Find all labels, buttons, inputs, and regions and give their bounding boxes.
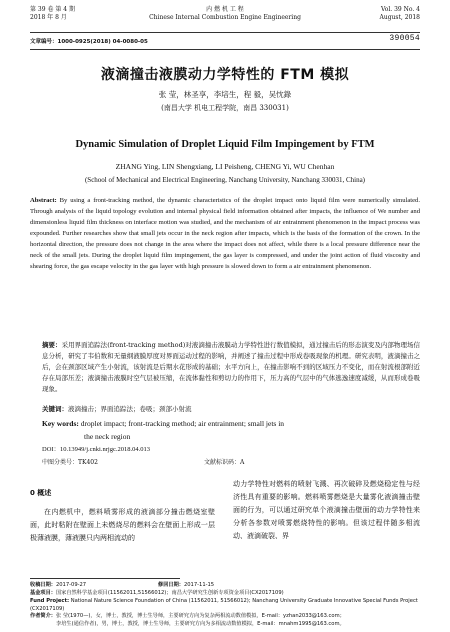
footnote-fund-cn bbox=[30, 590, 420, 598]
affiliation-en: (School of Mechanical and Electrical Engineering, Nanchang University, Nanchang 330031, China) bbox=[84, 176, 366, 184]
keywords-en-line2: the neck region bbox=[84, 432, 131, 441]
date-en: August, 2018 bbox=[379, 14, 420, 21]
keywords-en-line1: droplet impact; front-tracking method; air entrainment; small jets in bbox=[78, 419, 285, 428]
fund-cn-label: 基金项目： bbox=[30, 590, 56, 596]
revised-date: 2017-11-15 bbox=[183, 582, 215, 588]
footnote-author-1 bbox=[30, 613, 420, 621]
title-cn: 液滴撞击液膜动力学特性的 FTM 模拟 bbox=[100, 67, 350, 83]
date-cn: 2018 年 8 月 bbox=[30, 14, 67, 21]
keywords-en bbox=[42, 417, 420, 443]
abstract-en-text: By using a front-tracking method, the dynamic characteristics of the droplet impact onto liquid film were numerically simulated. Through analysis of the liquid topology evolution and internal physical field information obtained after impacts, the influence of We number and dimensionless liquid film thickness on interface motion was studied, and the mechanism of air entrainment phenomenon in the impact process was expounded. Further researches show that small jets occur in the neck region after impacts, which is the basis of the formation of the crown. In the horizontal direction, the pressure does not change in the area where the impact does not affect, while there is a local pressure difference near the neck of the small jets. During the droplet liquid film impingement, the gas layer is compressed, and under the joint action of fluid viscosity and shearing force, the gas escape velocity in the gas layer with high pressure is slowed down to form a air entrainment phenomenon. bbox=[30, 197, 420, 270]
authors-en: ZHANG Ying, LIN Shengxiang, LI Peisheng, CHENG Yi, WU Chenhan bbox=[115, 162, 335, 171]
fund-en-text: National Nature Science Foundation of China (11562011, 51566012); Nanchang University Graduate Innovative Special Funds Project (CX2017109) bbox=[30, 598, 418, 612]
header-rule bbox=[30, 32, 420, 33]
body-right-column bbox=[233, 478, 420, 543]
affiliation-cn: (南昌大学 机电工程学院，南昌 330031) bbox=[161, 104, 289, 112]
author-bio-1: 张 莹(1970—)，女，博士，教授，博士生导师，主要研究方向为复杂两相流动数值模拟，E-mail：yzhan2033@163.com； bbox=[55, 613, 345, 619]
author-bio-2: 李培生(通信作者)，男，博士，教授，博士生导师，主要研究方向为多相流动数值模拟，E-mail：mnahm1995@163.com。 bbox=[56, 621, 345, 627]
footnote-dates bbox=[30, 582, 420, 590]
volume-en: Vol. 39 No. 4 bbox=[380, 6, 420, 13]
footnote-author-2 bbox=[30, 621, 446, 629]
body-left-column bbox=[30, 487, 215, 545]
clc-number: 中图分类号：TK402 bbox=[42, 459, 98, 466]
author-bio-label: 作者简介： bbox=[30, 613, 56, 619]
abstract-cn-text: 采用界面追踪法(front-tracking method)对液滴撞击液膜动力学特性进行数值模拟，通过撞击后的形态演变及内部物理场信息分析，研究了韦伯数和无量纲液膜厚度对界面运动过程的影响，并阐述了撞击过程中形成卷吸现象的机理。研究表明，液滴撞击之后，会在颈部区域产生小射流，该射流是后期水花形成的基础；水平方向上，在撞击影响不到的区域压力不变化，而在射流根部附近存在局部压差；液滴撞击液膜时空气层被压缩，在流体黏性和剪切力的作用下，压力高的气层中的气体逃逸速度减缓，从而形成卷吸现象。 bbox=[42, 341, 420, 393]
doi: DOI：10.13949/j.cnki.nrjgc.2018.04.013 bbox=[42, 446, 150, 453]
title-en: Dynamic Simulation of Droplet Liquid Film Impingement by FTM bbox=[75, 139, 375, 150]
abstract-en bbox=[30, 195, 420, 272]
keywords-cn-label: 关键词： bbox=[42, 405, 68, 413]
document-code: 文献标识码：A bbox=[204, 459, 245, 466]
received-date: 2017-09-27 bbox=[55, 582, 87, 588]
footnote-fund-en bbox=[30, 598, 420, 613]
article-number: 文章编号：1000-0925(2018) 04-0080-05 bbox=[30, 39, 148, 45]
received-label: 收稿日期： bbox=[30, 582, 56, 588]
keywords-cn-text: 液滴撞击；界面追踪法；卷吸；颈部小射流 bbox=[68, 405, 192, 413]
abstract-cn-label: 摘要： bbox=[42, 341, 62, 349]
volume-cn: 第 39 卷 第 4 期 bbox=[30, 6, 75, 13]
body-left-text: 在内燃机中，燃料喷雾形成的液滴部分撞击燃烧室壁面，此时粘附在壁面上未燃烧尽的燃料会在壁面上形成一层极薄液膜，薄液膜只内两相流动的 bbox=[30, 508, 215, 542]
keywords-en-label: Key words: bbox=[42, 419, 79, 428]
fund-en-label: Fund Project: bbox=[30, 598, 70, 604]
abstract-cn bbox=[42, 340, 420, 395]
keywords-cn bbox=[42, 404, 420, 413]
authors-cn: 张 莹，林圣享，李培生，程 毅，吴忱錄 bbox=[158, 90, 292, 99]
footnote-rule bbox=[30, 578, 180, 579]
header-center bbox=[140, 6, 310, 22]
journal-name-cn: 内 燃 机 工 程 bbox=[206, 6, 244, 13]
article-code: 390054 bbox=[389, 34, 420, 43]
section-heading: 0 概述 bbox=[30, 489, 52, 497]
abstract-en-label: Abstract: bbox=[30, 197, 57, 204]
body-right-text: 动力学特性对燃料的喷射飞溅、再次破碎及燃烧稳定性与经济性具有重要的影响。燃料喷雾燃烧是大量雾化液滴撞击壁面的行为，可以通过研究单个液滴撞击壁面的动力学特性来分析各参数对喷雾燃烧特性的影响。但该过程伴随多相流动、液滴破裂、界 bbox=[233, 480, 420, 540]
article-number-rule bbox=[30, 49, 420, 50]
classification-row bbox=[42, 457, 420, 466]
header-right bbox=[310, 6, 420, 22]
running-header bbox=[30, 6, 420, 30]
journal-name-en: Chinese Internal Combustion Engine Engineering bbox=[149, 14, 301, 21]
header-left bbox=[30, 6, 140, 22]
fund-cn-text: 国家自然科学基金项目(11562011,51566012)；南昌大学研究生创新专项资金项目(CX2017109) bbox=[55, 590, 284, 596]
revised-label: 修回日期： bbox=[158, 582, 184, 588]
